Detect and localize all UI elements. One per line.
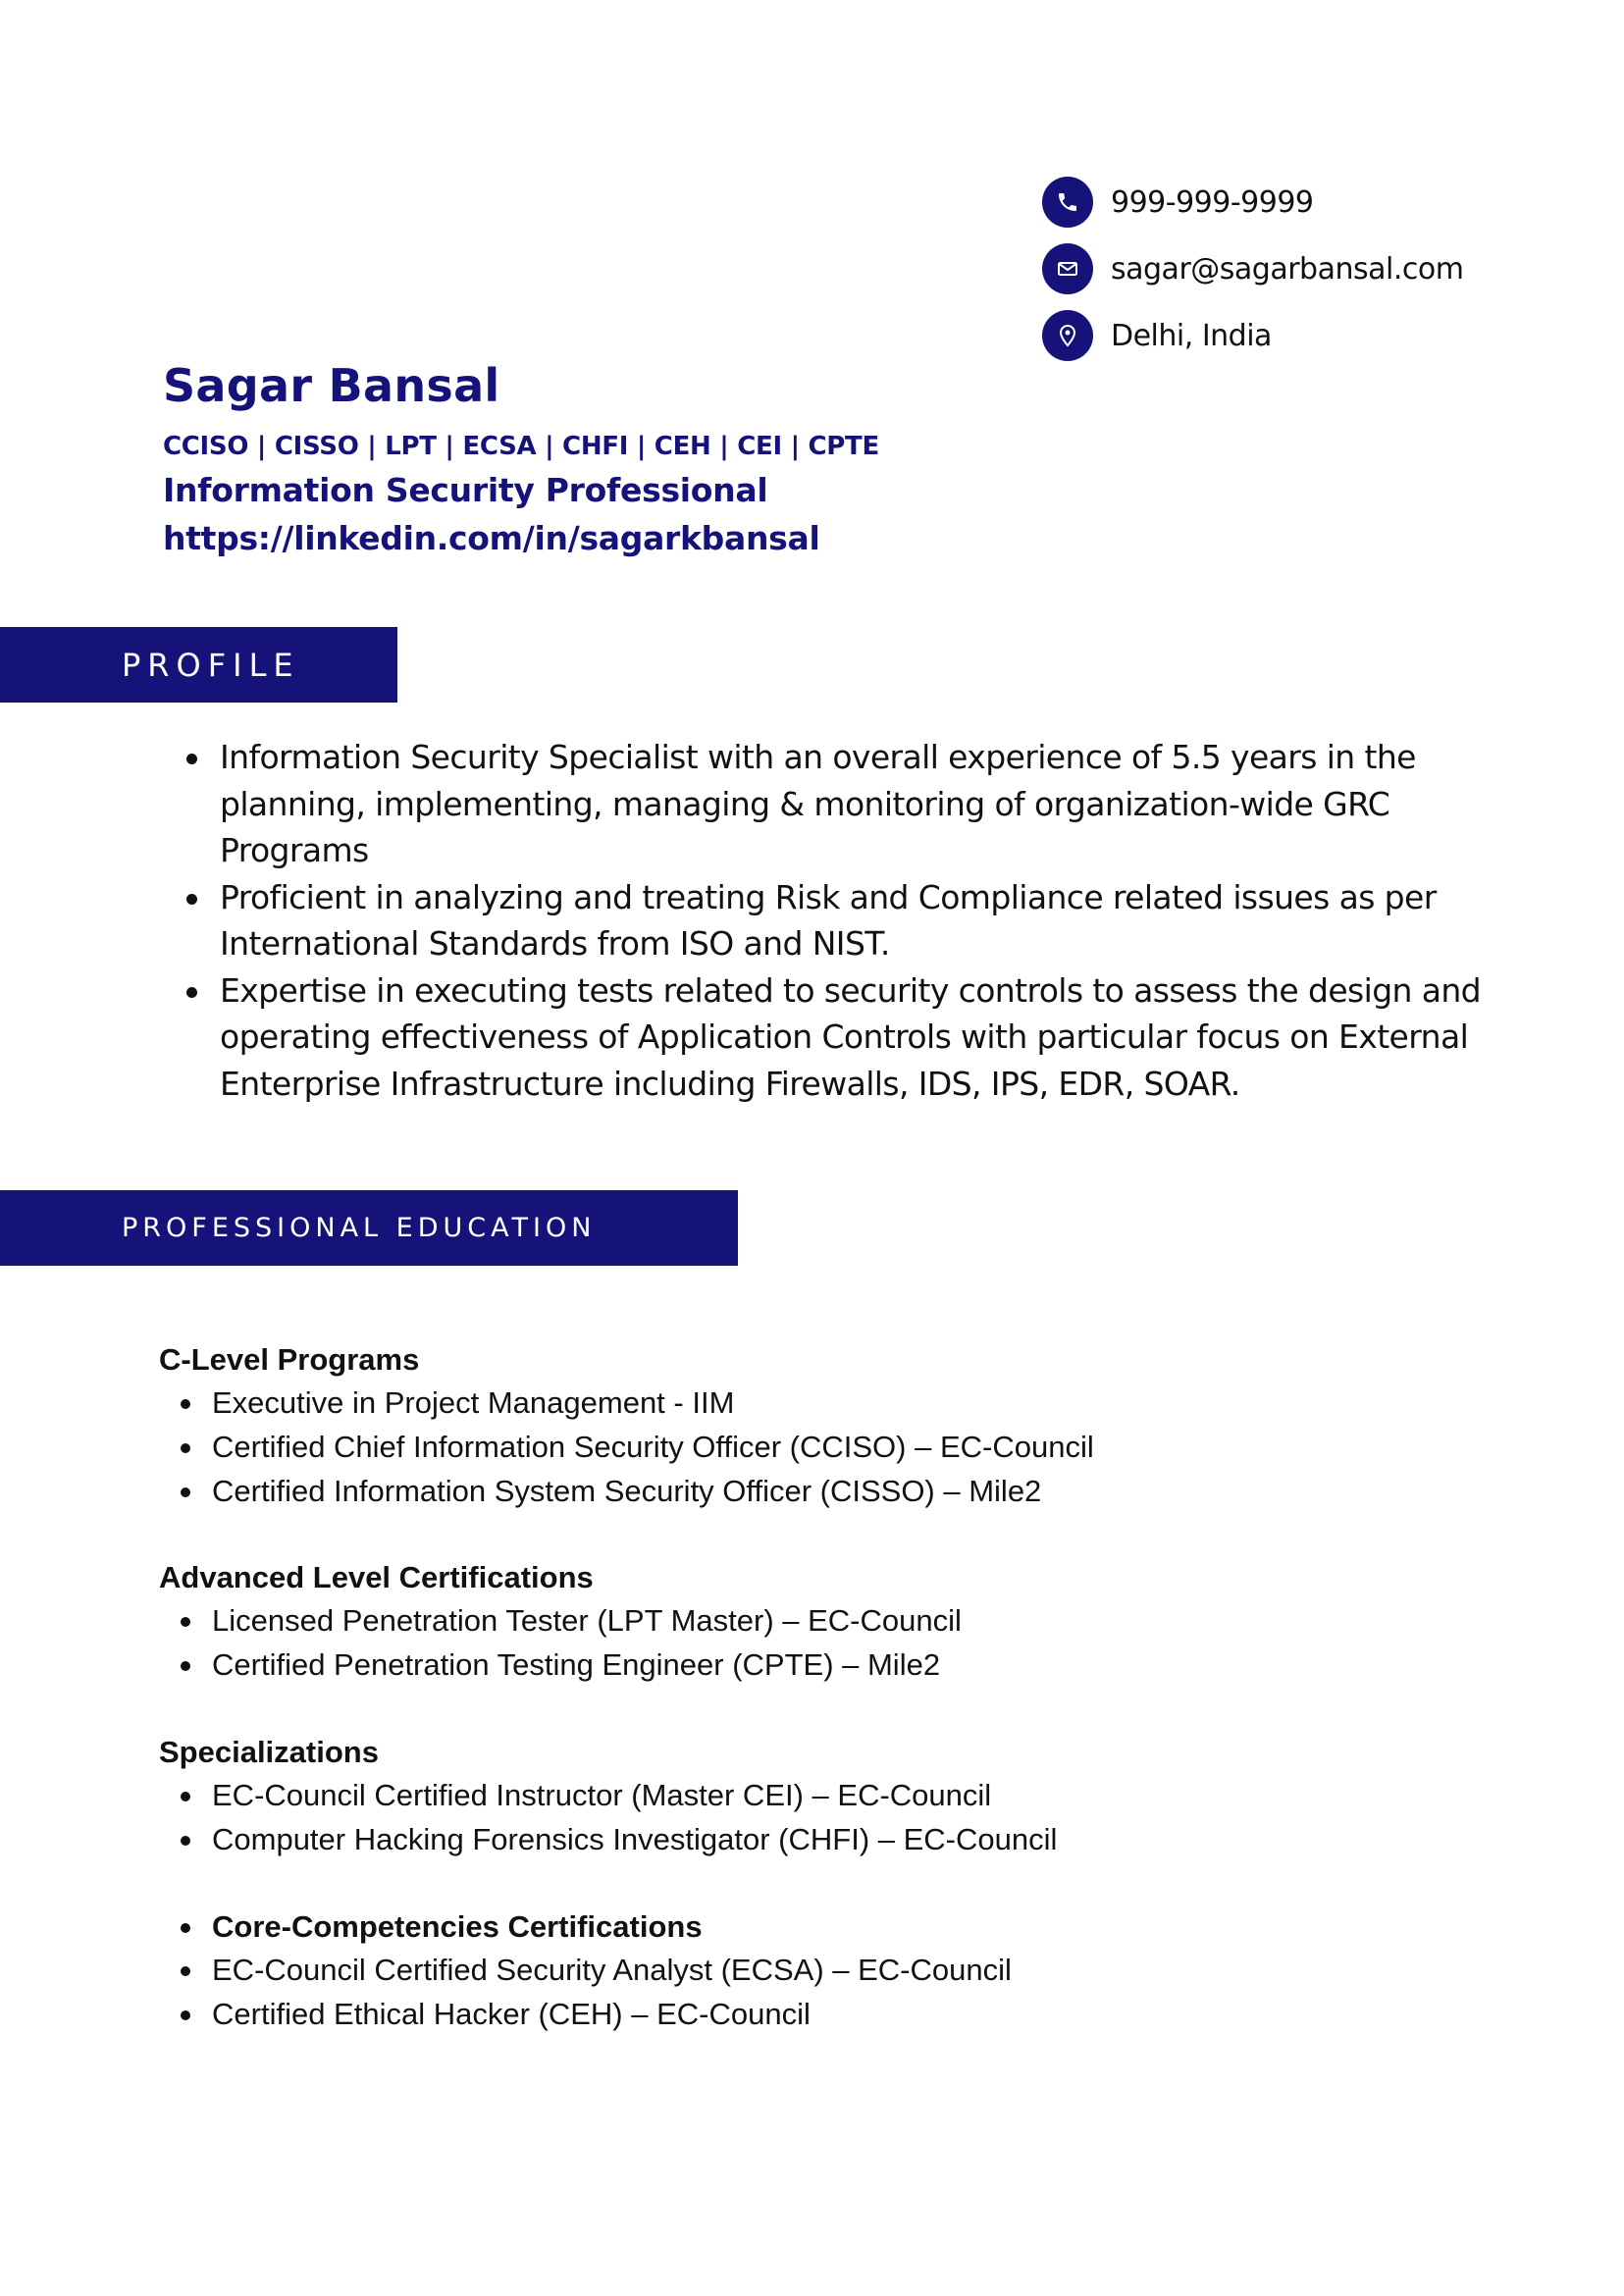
list-item: EC-Council Certified Instructor (Master CEI) – EC-Council [181,1774,1435,1818]
c-level-programs-group [159,1338,1435,1513]
list-item: EC-Council Certified Security Analyst (ECSA) – EC-Council [181,1949,1435,1993]
certification-summary: CCISO | CISSO | LPT | ECSA | CHFI | CEH | CEI | CPTE [163,432,879,461]
phone-icon [1042,177,1093,228]
core-competencies-group [159,1905,1435,2037]
specializations-list [181,1774,1435,1862]
list-item: Licensed Penetration Tester (LPT Master) – EC-Council [181,1599,1435,1644]
phone-number[interactable]: 999-999-9999 [1111,184,1314,220]
list-item: Computer Hacking Forensics Investigator (CHFI) – EC-Council [181,1818,1435,1862]
location-text: Delhi, India [1111,318,1272,353]
contact-location [1042,310,1592,361]
education-section-heading: PROFESSIONAL EDUCATION [0,1190,738,1266]
c-level-list [181,1382,1435,1513]
candidate-name: Sagar Bansal [163,359,500,412]
profile-section-heading: PROFILE [0,627,397,703]
list-item: Certified Ethical Hacker (CEH) – EC-Council [181,1993,1435,2037]
resume-header [163,359,879,557]
advanced-certifications-group [159,1556,1435,1688]
group-heading: Advanced Level Certifications [159,1560,594,1595]
location-pin-icon [1042,310,1093,361]
profile-list [186,734,1501,1107]
list-item: Certified Chief Information Security Officer (CCISO) – EC-Council [181,1426,1435,1470]
core-competencies-list [181,1905,1435,2037]
profile-item: Expertise in executing tests related to security controls to assess the design and operating effectiveness of Application Controls with particular focus on External Enterprise Infrastructure including Firewalls, IDS, IPS, EDR, SOAR. [186,967,1501,1108]
contact-phone [1042,177,1592,228]
mail-icon [1042,243,1093,294]
group-heading: Core-Competencies Certifications [181,1905,1435,1950]
list-item: Certified Information System Security Officer (CISSO) – Mile2 [181,1470,1435,1514]
specializations-group [159,1731,1435,1862]
education-content [159,1338,1435,2080]
group-heading: C-Level Programs [159,1342,420,1377]
profile-item: Information Security Specialist with an overall experience of 5.5 years in the planning, implementing, managing & monitoring of organization-wide GRC Programs [186,734,1501,874]
list-item: Executive in Project Management - IIM [181,1382,1435,1426]
contact-email [1042,243,1592,294]
group-heading: Specializations [159,1734,379,1769]
profile-item: Proficient in analyzing and treating Risk and Compliance related issues as per International Standards from ISO and NIST. [186,874,1501,967]
email-address[interactable]: sagar@sagarbansal.com [1111,251,1464,287]
linkedin-link[interactable]: https://linkedin.com/in/sagarkbansal [163,519,820,557]
contact-block [1042,177,1592,377]
advanced-list [181,1599,1435,1688]
job-title: Information Security Professional [163,471,768,509]
list-item: Certified Penetration Testing Engineer (CPTE) – Mile2 [181,1644,1435,1688]
